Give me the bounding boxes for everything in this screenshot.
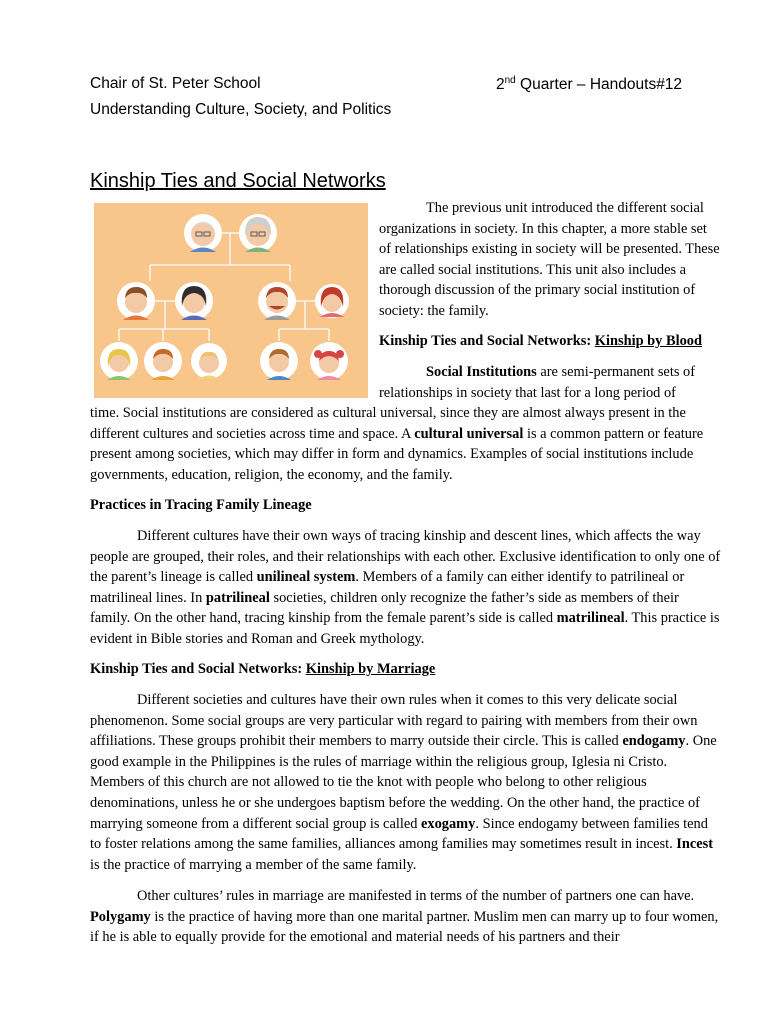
term-exogamy: exogamy	[421, 815, 476, 832]
marriage-text-1: Different societies and cultures have their own rules when it comes to this very delicate social phenomenon. Some social groups are very particular with regard to pairing with members from their own affiliations. These groups prohibit their members to marry outside their circle. This is called	[90, 692, 698, 750]
lineage-text-1: Different cultures have their own ways of tracing kinship and descent lines, which affects the way people are grouped, their roles, and their relationships with each other. Exclusive identification to only one of the parent’s lineage is called	[90, 528, 721, 586]
lineage-paragraph	[90, 526, 722, 650]
quarter-number: 2	[496, 76, 505, 94]
social-institutions-text-b: is a common pattern or feature present among societies, which may differ in form and dynamics. Examples of social institutions include governments, education, religion, the economy, and the family.	[90, 425, 704, 483]
grandfather-icon	[184, 214, 222, 252]
quarter-label	[496, 75, 682, 94]
school-name: Chair of St. Peter School	[90, 75, 261, 92]
lineage-text-4: . This practice is evident in Bible stories and Roman and Greek mythology.	[90, 610, 720, 647]
section-heading-blood	[379, 331, 722, 352]
marriage-text-4: is the practice of marrying a member of the same family.	[90, 856, 417, 873]
tree-connectors	[119, 233, 329, 341]
quarter-suffix: nd	[504, 75, 516, 86]
mother-icon	[175, 282, 213, 320]
section-heading-marriage	[90, 659, 722, 680]
social-institutions-lead	[379, 362, 722, 403]
child-boy-icon	[144, 342, 182, 380]
family-tree-graphic	[94, 203, 368, 398]
uncle-icon	[258, 282, 296, 320]
quarter-rest: Quarter – Handouts#12	[515, 76, 683, 94]
baby-icon	[191, 343, 227, 379]
social-institutions-lead-text: are semi-permanent sets of relationships in society that last for a long period of	[379, 364, 695, 401]
lineage-heading: Practices in Tracing Family Lineage	[90, 497, 312, 513]
father-icon	[117, 282, 155, 320]
term-matrilineal: matrilineal	[556, 610, 625, 627]
term-endogamy: endogamy	[622, 733, 686, 750]
term-patrilineal: patrilineal	[205, 589, 270, 606]
page-title: Kinship Ties and Social Networks	[90, 170, 386, 192]
marriage-paragraph	[90, 690, 722, 875]
lineage-text-2: . Members of a family can either identify to patrilineal or matrilineal lines. In	[90, 569, 685, 606]
term-cultural-universal: cultural universal	[414, 425, 524, 442]
social-institutions-paragraph	[90, 403, 722, 485]
cousin-girl-icon	[310, 342, 348, 380]
term-social-institutions: Social Institutions	[426, 364, 537, 380]
marriage-text-3: . Since endogamy between families tend to foster relations among the same families, alliances among families may sometimes result in incest.	[90, 815, 708, 853]
cousin-boy-icon	[260, 342, 298, 380]
section-heading-blood-link: Kinship by Blood	[594, 333, 702, 349]
intro-paragraph: The previous unit introduced the different social organizations in society. In this chapter, a more stable set of relationships existing in society will be presented. These are called social institutions. This unit also includes a thorough discussion of the primary social institution of society: the family.	[379, 200, 720, 319]
marriage-text-2: . One good example in the Philippines is the rules of marriage within the religious group, Iglesia ni Cristo. Members of this church are not allowed to tie the knot with people who belong to other religious denominations, unless he or she undergoes baptism before the wedding. On the other hand, the practice of marrying someone from a different social group is called	[90, 733, 717, 832]
term-unilineal: unilineal system	[256, 569, 356, 586]
term-incest: Incest	[676, 836, 714, 853]
subject-name: Understanding Culture, Society, and Politics	[90, 101, 392, 118]
polygamy-text-1: Other cultures’ rules in marriage are manifested in terms of the number of partners one can have.	[137, 888, 695, 904]
aunt-icon	[315, 284, 349, 318]
polygamy-text-2: is the practice of having more than one marital partner. Muslim men can marry up to four women, if he is able to equally provide for the emotional and material needs of his partners and their	[90, 908, 719, 946]
term-polygamy: Polygamy	[90, 908, 151, 925]
section-heading-marriage-prefix: Kinship Ties and Social Networks:	[90, 661, 306, 677]
grandmother-icon	[239, 214, 277, 252]
section-heading-blood-prefix: Kinship Ties and Social Networks:	[379, 333, 595, 349]
family-tree-illustration	[94, 203, 368, 398]
lineage-text-3: societies, children only recognize the father’s side as members of their family. On the other hand, tracing kinship from the female parent’s side is called	[90, 589, 679, 627]
polygamy-paragraph	[90, 886, 722, 948]
child-girl-icon	[100, 342, 138, 380]
social-institutions-text-a: time. Social institutions are considered as cultural universal, since they are almost always present in the different cultures and societies across time and space. A	[90, 405, 686, 442]
section-heading-marriage-link: Kinship by Marriage	[305, 661, 436, 677]
